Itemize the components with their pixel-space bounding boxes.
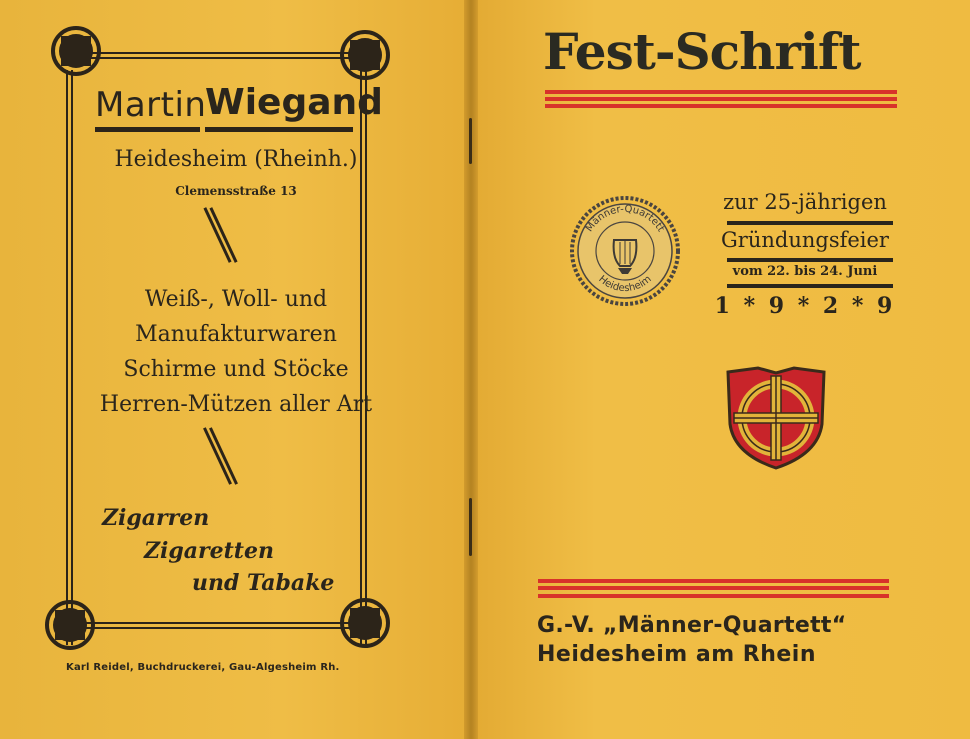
tobacco-line: Zigaretten [144, 538, 274, 564]
divider-slash-lower-2 [209, 427, 238, 484]
corner-square-top-left [61, 36, 91, 66]
divider-slash-lower [203, 427, 232, 484]
merchant-first-name: Martin [95, 85, 207, 125]
club-name: G.-V. „Männer-Quartett“ [537, 613, 847, 638]
footer-stripe-1 [538, 579, 889, 583]
divider-slash-upper [203, 207, 231, 263]
club-location: Heidesheim am Rhein [537, 642, 816, 667]
footer-stripe-3 [538, 594, 889, 598]
occasion-rule-1 [727, 221, 893, 225]
divider-slash-upper-2 [209, 207, 237, 263]
occasion-rule-3 [727, 284, 893, 288]
festival-date-range: vom 22. bis 24. Juni [732, 264, 878, 279]
coat-of-arms-icon [724, 364, 828, 472]
tobacco-line: und Tabake [192, 570, 335, 596]
corner-square-bottom-right [350, 608, 380, 638]
title-stripe-1 [545, 90, 897, 94]
club-stamp [568, 194, 682, 308]
goods-list [0, 282, 472, 422]
book-spine [464, 0, 478, 739]
frame-top-rule [70, 52, 366, 59]
occasion-rule-2 [727, 258, 893, 262]
merchant-town: Heidesheim (Rheinh.) [114, 147, 358, 172]
tobacco-line: Zigarren [102, 505, 210, 531]
corner-square-bottom-left [55, 610, 85, 640]
occasion-line-1: zur 25-jährigen [723, 190, 887, 214]
festival-year: 1 * 9 * 2 * 9 [714, 293, 896, 319]
title-stripe-2 [545, 97, 897, 101]
stamp-club-text: Männer-Quartett [583, 203, 667, 234]
frame-bottom-rule [70, 622, 366, 629]
merchant-street: Clemensstraße 13 [175, 184, 297, 198]
title-stripe-3 [545, 104, 897, 108]
corner-square-top-right [350, 40, 380, 70]
goods-line: Schirme und Stöcke [123, 357, 349, 382]
footer-stripe-2 [538, 586, 889, 590]
printer-imprint: Karl Reidel, Buchdruckerei, Gau-Algesheim Rh. [66, 662, 340, 673]
stamp-town-text: Heidesheim [596, 273, 654, 295]
occasion-line-2: Gründungsfeier [721, 228, 889, 252]
name-underline-right [205, 127, 353, 132]
goods-line: Herren-Mützen aller Art [99, 392, 373, 417]
goods-line: Manufakturwaren [135, 322, 337, 347]
name-underline-left [95, 127, 200, 132]
staple-lower [469, 498, 472, 556]
merchant-last-name: Wiegand [205, 82, 383, 123]
staple-upper [469, 118, 472, 164]
left-page [0, 0, 472, 739]
goods-line: Weiß-, Woll- und [144, 287, 328, 312]
cover-title: Fest-Schrift [543, 22, 861, 81]
